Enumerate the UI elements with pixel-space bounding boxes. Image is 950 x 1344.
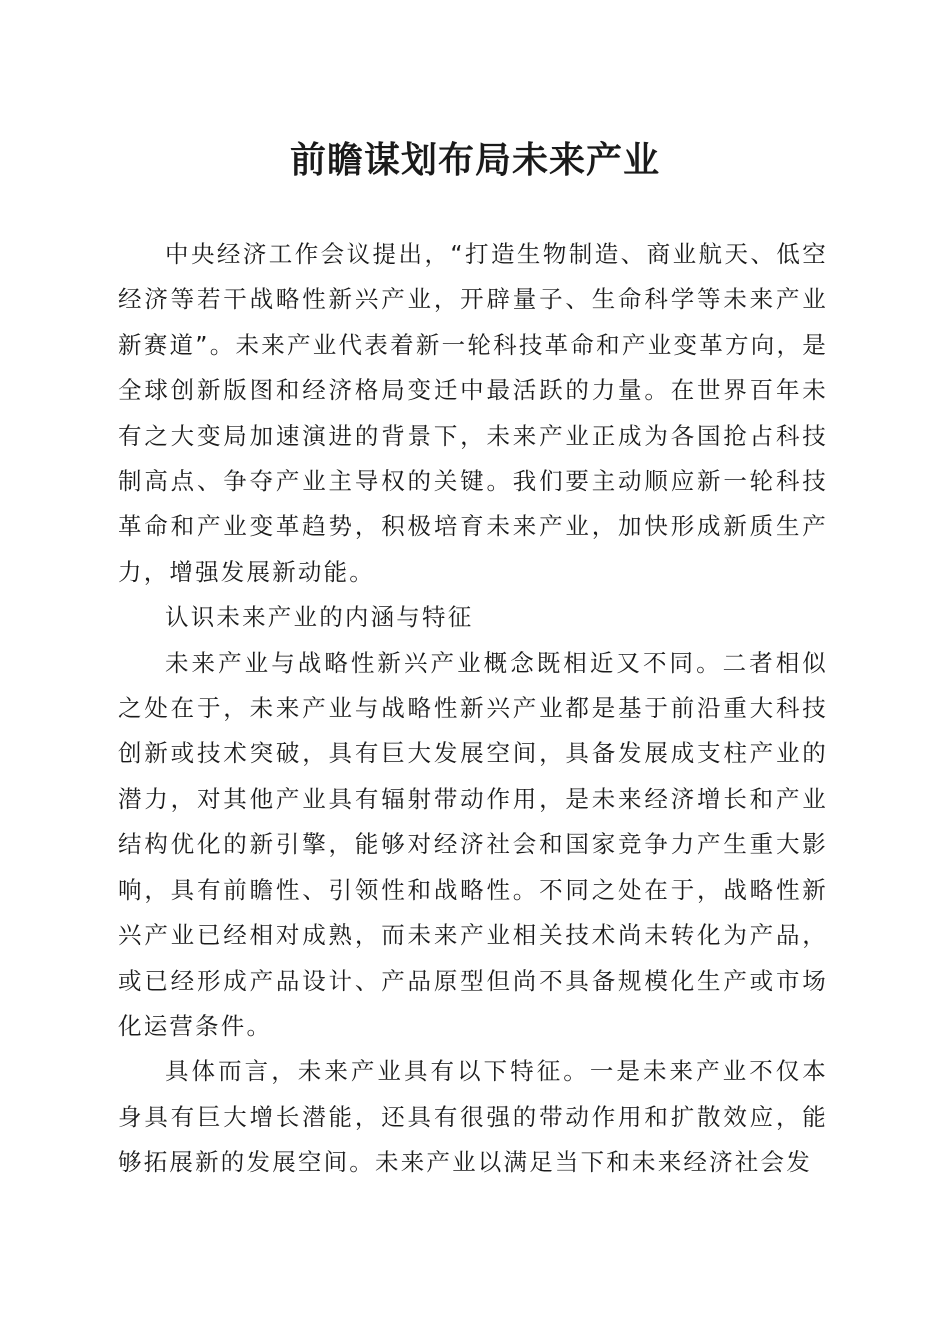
document-body [118, 232, 828, 1186]
paragraph-features: 具体而言，未来产业具有以下特征。一是未来产业不仅本身具有巨大增长潜能，还具有很强的带动作用和扩散效应，能够拓展新的发展空间。未来产业以满足当下和未来经济社会发 [118, 1057, 828, 1177]
document-title: 前瞻谋划布局未来产业 [289, 139, 660, 181]
paragraph-comparison: 未来产业与战略性新兴产业概念既相近又不同。二者相似之处在于，未来产业与战略性新兴产业都是基于前沿重大科技创新或技术突破，具有巨大发展空间，具备发展成支柱产业的潜力，对其他产业具有辐射带动作用，是未来经济增长和产业结构优化的新引擎，能够对经济社会和国家竞争力产生重大影响，具有前瞻性、引领性和战略性。不同之处在于，战略性新兴产业已经相对成熟，而未来产业相关技术尚未转化为产品，或已经形成产品设计、产品原型但尚不具备规模化生产或市场化运营条件。 [118, 648, 828, 1040]
section-heading: 认识未来产业的内涵与特征 [165, 603, 474, 632]
paragraph-intro: 中央经济工作会议提出，“打造生物制造、商业航天、低空经济等若干战略性新兴产业，开辟量子、生命科学等未来产业新赛道”。未来产业代表着新一轮科技革命和产业变革方向，是全球创新版图和经济格局变迁中最活跃的力量。在世界百年未有之大变局加速演进的背景下，未来产业正成为各国抢占科技制高点、争夺产业主导权的关键。我们要主动顺应新一轮科技革命和产业变革趋势，积极培育未来产业，加快形成新质生产力，增强发展新动能。 [118, 240, 828, 586]
